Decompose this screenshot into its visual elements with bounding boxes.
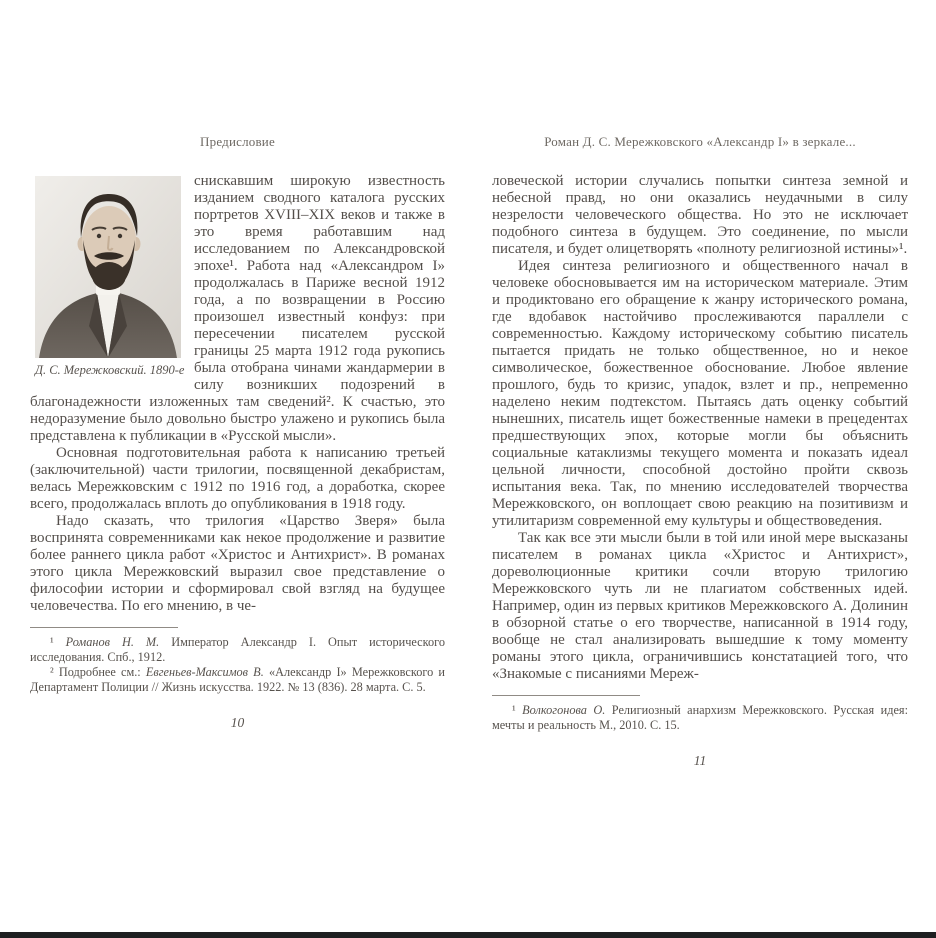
- footnotes-block: [492, 695, 908, 733]
- paragraph: ловеческой истории случались попытки синтеза земной и небесной правд, но они оказались неудачными в силу незрелости человеческого общества. Но это не исключает подобного синтеза в будущем. Это соединение, по мысли писателя, и будет олицетворять «полноту религиозной истины»¹.: [492, 173, 908, 257]
- footnote-text: «Александр I» Мережковского и Департамент Полиции // Жизнь искусства. 1922. № 13 (836). 28 марта. С. 5.: [30, 665, 446, 694]
- footnote: [30, 665, 445, 695]
- footnotes-block: [30, 627, 445, 695]
- chin-beard-shape: [92, 262, 126, 290]
- paragraph: Так как все эти мысли были в той или иной мере высказаны писателем в романах цикла «Христос и Антихрист», дореволюционные критики сочли вторую трилогию Мережковского чуть ли не плагиатом собственных идей. Например, один из первых критиков Мережковского А. Долинин в обзорной статье о его творчестве, написанной в 1914 году, вообще не стал анализировать вышедшие к тому моменту романы этого цикла, ограничившись констатацией того, что «Знакомые с писаниями Мереж-: [492, 530, 908, 682]
- footnote-author: Волкогонова О.: [522, 703, 606, 717]
- paragraph: Надо сказать, что трилогия «Царство Зверя» была воспринята современниками как некое продолжение и развитие более раннего цикла работ «Христос и Антихрист». В романах этого цикла Мережковский выразил свое представление о философии истории и сформировал свой взгляд на будущее человечества. По его мнению, в че-: [30, 513, 445, 614]
- right-running-header: Роман Д. С. Мережковского «Александр I» в зеркале...: [544, 134, 856, 149]
- footnote-author: Евгеньев-Максимов В.: [145, 665, 264, 679]
- footnote-rule: [492, 695, 640, 696]
- footnote-author: Романов Н. М.: [65, 635, 160, 649]
- eye-left: [97, 234, 101, 238]
- footnote: [30, 635, 445, 665]
- footnote-text: ² Подробнее см.:: [50, 665, 146, 679]
- right-page-body: [492, 173, 908, 769]
- footnote-text: ¹: [512, 703, 523, 717]
- right-page: [468, 134, 936, 769]
- left-running-header: Предисловие: [200, 134, 275, 149]
- portrait-caption: Д. С. Мережковский. 1890-е: [35, 363, 185, 377]
- paragraph: Основная подготовительная работа к написанию третьей (заключительной) части трилогии, посвященной декабристам, велась Мережковским с 1912 по 1916 год, а доработка, скорее всего, продолжалась вплоть до опубликования в 1918 году.: [30, 445, 445, 512]
- bottom-bar: [0, 932, 936, 938]
- page-number: 11: [693, 753, 707, 768]
- left-page-body: [30, 173, 445, 731]
- paragraph: Идея синтеза религиозного и общественного начал в человеке обосновывается им на историческом материале. Этим и продиктовано его обращение к жанру исторического романа, где вдобавок настойчиво прослеживаются параллели с современностью. Каждому историческому событию писатель пытается придать не только общественное, но и некое символическое, божественное обоснование. Любое явление прошлого, будь то кризис, упадок, взлет и пр., непременно наделено неким подтекстом. Пытаясь дать оценку событий нынешних, писатель ищет божественные намеки в прецедентах предшествующих эпох, которые могли бы объяснить социальные катаклизмы текущего момента и показать идеал цельной личности, способной достойно пройти сквозь испытания века. Так, по мнению исследователей творчества Мережковского, он воплощает свою реакцию на позитивизм и утилитаризм современной ему культуры и обществоведения.: [492, 258, 908, 529]
- paragraph: снискавшим широкую известность изданием сводного каталога русских портретов XVIII–XIX веков и также в это время работавшим над исследованием по Александровской эпохе¹. Работа над «Александром I» продолжалась в Париже весной 1912 года, а по возвращении в Россию произошел известный конфуз: при пересечении писателем русской границы 25 марта 1912 года рукопись была отобрана чинами жандармерии в силу возникших подозрений в благонадежности изложенных там сведений². К счастью, это недоразумение было довольно быстро улажено и рукопись была представлена к публикации в «Русской мысли».: [30, 173, 445, 444]
- portrait-photo: [35, 176, 181, 358]
- footnote: [492, 703, 908, 733]
- footnote-text: ¹: [50, 635, 66, 649]
- footnote-rule: [30, 627, 178, 628]
- footnote-text: Религиозный анархизм Мережковского. Русская идея: мечты и реальность М., 2010. С. 15.: [492, 703, 908, 732]
- eye-right: [118, 234, 122, 238]
- portrait-figure: [35, 176, 185, 378]
- footnote-text: Император Александр I. Опыт исторического исследования. Спб., 1912.: [30, 635, 445, 664]
- left-page: [0, 134, 468, 731]
- page-number: 10: [230, 715, 245, 730]
